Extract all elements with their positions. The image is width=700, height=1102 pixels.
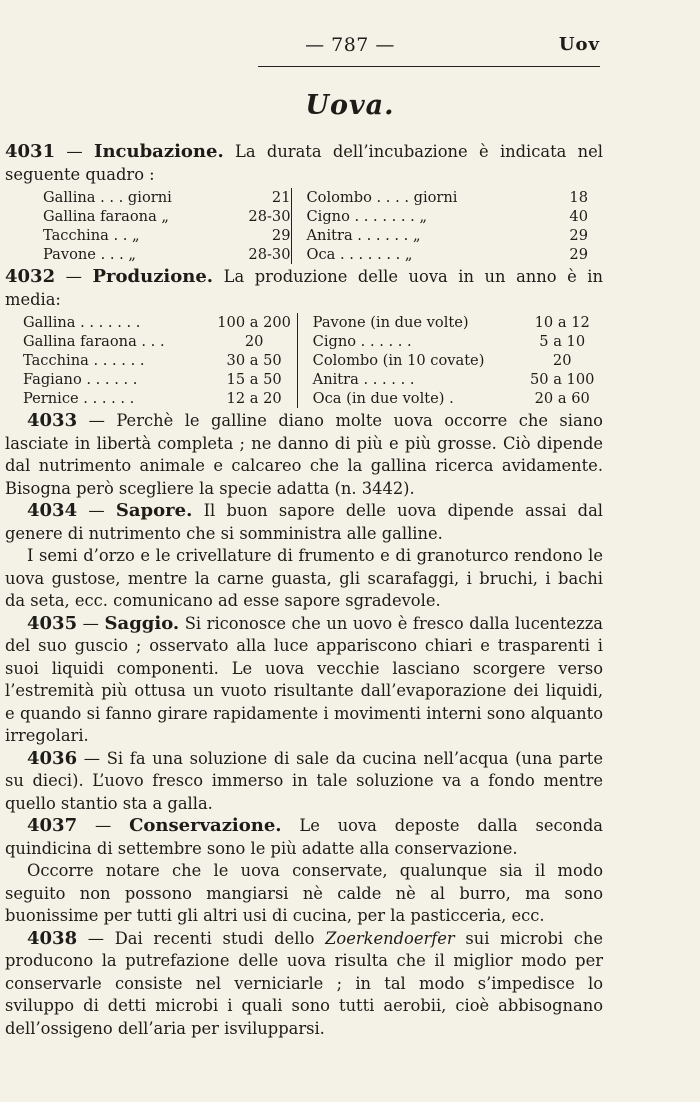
entry-4033 <box>5 410 603 500</box>
entry-4037-continuation: Occorre notare che le uova conservate, qualunque sia il modo seguito non possono mangiarsi nè calde nè al burro, ma sono buonissime per tutti gli altri usi di cucina, per la pasticceria, ecc. <box>5 861 603 925</box>
table-cell: 100 a 200 <box>217 314 291 331</box>
entry-4032 <box>5 266 603 311</box>
section-title: Uova. <box>305 90 395 121</box>
table-cell: Cigno . . . . . . <box>297 332 521 351</box>
page-body <box>5 141 603 1040</box>
table-row <box>23 351 603 370</box>
entry-heading: Saggio. <box>104 612 180 634</box>
table-cell: 20 <box>552 352 572 369</box>
table-cell: Fagiano . . . . . . <box>23 371 138 388</box>
table-cell: Pavone (in due volte) <box>297 313 521 332</box>
table-cell: 29 <box>569 227 588 244</box>
entry-number: 4037 <box>27 815 78 836</box>
entry-heading: Produzione. <box>92 266 214 287</box>
table-cell: 12 a 20 <box>226 390 282 407</box>
table-cell: Gallina . . . . . . . <box>23 314 141 331</box>
entry-text: La durata dell’incubazione è indicata nel seguente quadro : <box>5 142 603 184</box>
table-cell: Cigno . . . . . . . „ <box>291 207 531 226</box>
table-cell: 29 <box>271 227 291 244</box>
entry-heading: Sapore. <box>115 500 193 521</box>
entry-4036 <box>5 748 603 816</box>
entry-number: 4038 <box>27 927 78 949</box>
table-cell: Tacchina . . „ <box>43 227 140 244</box>
table-cell: 18 <box>569 189 588 206</box>
table-row <box>23 389 603 408</box>
table-cell: Pavone . . . „ <box>43 246 136 263</box>
table-cell: 20 <box>244 333 264 350</box>
table-cell: 30 a 50 <box>226 352 282 369</box>
table-cell: Anitra . . . . . . „ <box>291 226 531 245</box>
table-row <box>43 226 588 245</box>
header-rule <box>258 66 600 67</box>
page-number: — 787 — <box>305 34 395 56</box>
table-cell: Anitra . . . . . . <box>297 370 521 389</box>
table-cell: Oca . . . . . . . „ <box>291 245 531 264</box>
author-name: Zoerkendoerfer <box>325 928 455 948</box>
table-cell: 5 a 10 <box>539 333 586 350</box>
entry-number: 4032 <box>5 266 56 287</box>
page-header <box>0 30 700 62</box>
entry-heading: Conservazione. <box>129 815 282 836</box>
entry-4038 <box>5 928 603 1041</box>
entry-4034-continuation: I semi d’orzo e le crivellature di frumento e di granoturco rendono le uova gustose, mentre la carne guasta, gli scarafaggi, i bruchi, i bachi da seta, ecc. comunicano ad esse sapore sgradevole. <box>5 546 603 610</box>
entry-text: Le uova deposte dalla seconda quindicina di settembre sono le più adatte alla conservazione. <box>5 816 603 858</box>
table-cell: Gallina faraona . . . <box>23 333 165 350</box>
table-row <box>43 207 588 226</box>
table-cell: Tacchina . . . . . . <box>23 352 145 369</box>
table-cell: Colombo (in 10 covate) <box>297 351 521 370</box>
entry-text: Si riconosce che un uovo è fresco dalla lucentezza del suo guscio ; osservato alla luce appariscono chiari e trasparenti i suoi liquidi componenti. Le uova vecchie lasciano scorgere verso l’estremità più ottusa un vuoto risultante dall’evaporazione dei liquidi, e quando si fanno girare rapidamente i movimenti interni sono alquanto irregolari. <box>5 613 603 745</box>
table-cell: Pernice . . . . . . <box>23 390 135 407</box>
table-cell: 20 a 60 <box>534 390 590 407</box>
table-cell: Gallina faraona „ <box>43 208 169 225</box>
table-cell: 21 <box>271 189 291 206</box>
entry-dash: — <box>77 613 105 633</box>
entry-number: 4031 <box>5 141 56 162</box>
entry-text: — Si fa una soluzione di sale da cucina nell’acqua (una parte su dieci). L’uovo fresco immerso in tale soluzione va a fondo mentre quello stantio sta a galla. <box>5 748 603 813</box>
entry-number: 4035 <box>27 612 78 634</box>
table-cell: Gallina . . . giorni <box>43 189 172 206</box>
table-cell: 28-30 <box>248 246 291 263</box>
entry-4034 <box>5 500 603 545</box>
entry-number: 4036 <box>27 747 78 769</box>
incubation-table <box>43 188 588 264</box>
entry-4037 <box>5 815 603 860</box>
table-cell: Oca (in due volte) . <box>297 389 521 408</box>
table-row <box>23 370 603 389</box>
table-row <box>23 313 603 332</box>
production-table <box>23 313 603 408</box>
table-cell: 10 a 12 <box>534 314 590 331</box>
entry-text: Il buon sapore delle uova dipende assai dal genere di nutrimento che si somministra alle galline. <box>5 501 603 543</box>
table-row <box>23 332 603 351</box>
table-cell: Colombo . . . . giorni <box>291 188 531 207</box>
entry-text: — Perchè le galline diano molte uova occorre che siano lasciate in libertà completa ; ne danno di più e più grosse. Ciò dipende dal nutrimento animale e calcareo che la gallina ricerca avidamente. Bisogna però scegliere la specie adatta (n. 3442). <box>5 411 603 498</box>
table-cell: 28-30 <box>248 208 291 225</box>
entry-number: 4034 <box>27 500 78 521</box>
entry-dash: — <box>77 501 116 520</box>
entry-text: — Dai recenti studi dello <box>77 928 326 948</box>
entry-4031 <box>5 141 603 186</box>
table-cell: 50 a 100 <box>530 371 595 388</box>
entry-dash: — <box>77 816 130 835</box>
table-cell: 15 a 50 <box>226 371 282 388</box>
entry-heading: Incubazione. <box>94 141 224 162</box>
running-head: Uov <box>558 34 600 55</box>
table-cell: 40 <box>569 208 588 225</box>
entry-text: La produzione delle uova in un anno è in media: <box>5 267 603 309</box>
entry-text: sui microbi che producono la putrefazione delle uova risulta che il miglior modo per conservarle consiste nel verniciarle ; in tal modo s’impedisce lo sviluppo di detti microbi i quali sono tutti aerobii, cioè abbisognano dell’ossigeno dell’aria per isvilupparsi. <box>5 928 604 1038</box>
table-cell: 29 <box>569 246 588 263</box>
table-row <box>43 188 588 207</box>
table-row <box>43 245 588 264</box>
entry-dash: — <box>55 142 95 161</box>
entry-dash: — <box>55 267 93 286</box>
entry-4035 <box>5 613 603 748</box>
entry-number: 4033 <box>27 410 78 431</box>
